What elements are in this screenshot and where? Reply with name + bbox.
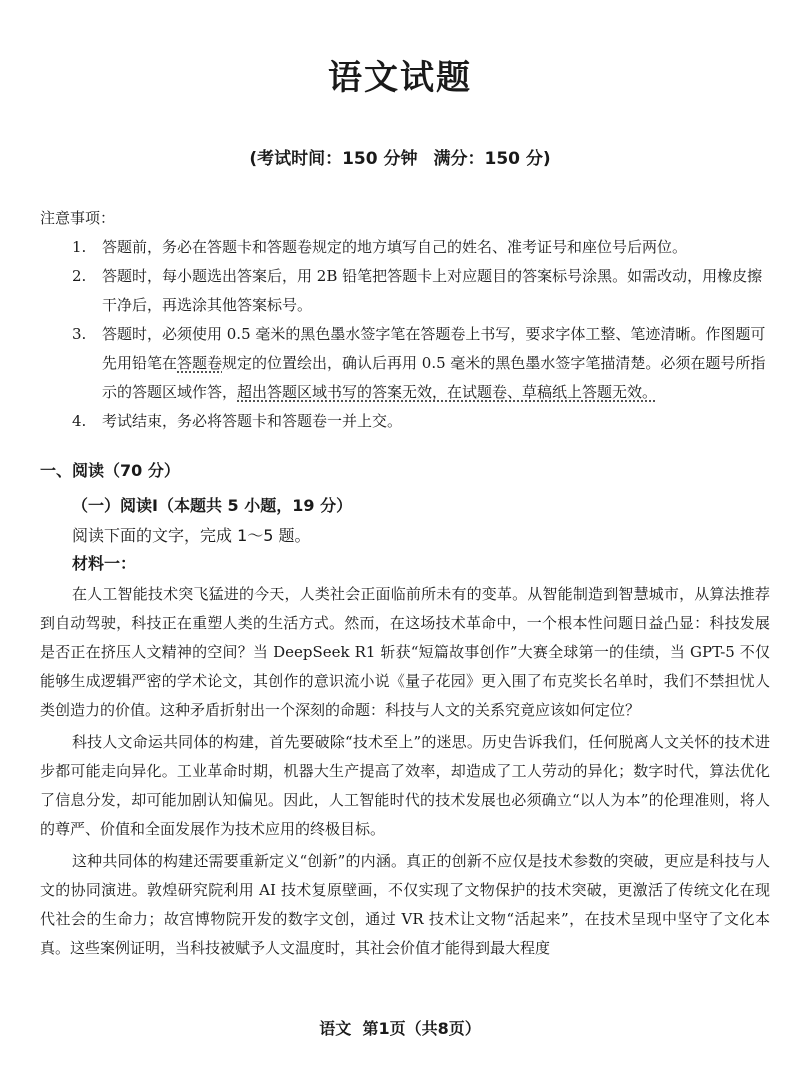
notice-text: 规定的位置绘出，确认后再用 0.5 毫米的黑色墨水签字笔描清楚。必须在题号所指示的答题区域作答，	[102, 354, 766, 401]
paragraph: 这种共同体的构建还需要重新定义“创新”的内涵。真正的创新不应仅是技术参数的突破，更应是科技与人文的协同演进。敦煌研究院利用 AI 技术复原壁画，不仅实现了文物保护的技术突破，更激活了传统文化在现代社会的生命力；故宫博物院开发的数字文创，通过 VR 技术让文物“活起来”，在技术呈现中坚守了文化本真。这些案例证明，当科技被赋予人文温度时，其社会价值才能得到最大程度	[40, 852, 770, 957]
paragraph: 科技人文命运共同体的构建，首先要破除“技术至上”的迷思。历史告诉我们，任何脱离人文关怀的技术进步都可能走向异化。工业革命时期，机器大生产提高了效率，却造成了工人劳动的异化；数字时代，算法优化了信息分发，却可能加剧认知偏见。因此，人工智能时代的技术发展也必须确立“以人为本”的伦理准则，将人的尊严、价值和全面发展作为技术应用的终极目标。	[40, 733, 770, 838]
section-heading: 一、阅读（70 分）	[40, 461, 180, 480]
reading-instruction: 阅读下面的文字，完成 1～5 题。	[72, 526, 311, 545]
material-body	[40, 580, 770, 966]
notice-list	[72, 233, 772, 436]
notice-emphasis: 超出答题区域书写的答案无效，在试题卷、草稿纸上答题无效。	[237, 383, 658, 401]
notice-number: 4.	[72, 412, 87, 430]
exam-time: (考试时间：150 分钟	[249, 149, 418, 169]
notice-text: 考试结束，务必将答题卡和答题卷一并上交。	[102, 412, 403, 430]
paragraph: 在人工智能技术突飞猛进的今天，人类社会正面临前所未有的变革。从智能制造到智慧城市，从算法推荐到自动驾驶，科技正在重塑人类的生活方式。然而，在这场技术革命中，一个根本性问题日益凸显：科技发展是否正在挤压人文精神的空间？当 DeepSeek R1 斩获“短篇故事创作”大赛全球第一的佳绩，当 GPT-5 不仅能够生成逻辑严密的学术论文，其创作的意识流小说《量子花园》更入围了布克奖长名单时，我们不禁担忧人类创造力的价值。这种矛盾折射出一个深刻的命题：科技与人文的关系究竟应该如何定位？	[40, 585, 770, 719]
notice-text: 答题时，每小题选出答案后，用 2B 铅笔把答题卡上对应题目的答案标号涂黑。如需改动，用橡皮擦干净后，再选涂其他答案标号。	[102, 267, 763, 314]
exam-info	[0, 144, 800, 169]
notice-text: 答题前，务必在答题卡和答题卷规定的地方填写自己的姓名、准考证号和座位号后两位。	[102, 238, 688, 256]
notice-number: 2.	[72, 267, 87, 285]
material-label: 材料一：	[72, 554, 137, 573]
page-footer	[0, 1016, 800, 1039]
notice-item-4	[72, 407, 772, 436]
notice-number: 1.	[72, 238, 87, 256]
notice-item-1	[72, 233, 772, 262]
notice-item-3	[72, 320, 772, 407]
sub-section-heading: （一）阅读Ⅰ（本题共 5 小题，19 分）	[72, 496, 353, 515]
notice-text: 答题时，必须使用 0.5 毫米的黑色墨水签字笔在答题卷上书写，要求字体工整、笔迹清晰。作图题可先用铅笔在	[102, 325, 766, 372]
paper-title: 语文试题	[328, 58, 472, 98]
notice-number: 3.	[72, 325, 87, 343]
notice-emphasis: 答题卷	[177, 354, 223, 372]
notice-item-2	[72, 262, 772, 320]
full-score: 满分：150 分)	[433, 149, 551, 169]
footer-subject: 语文	[319, 1019, 352, 1038]
notice-heading: 注意事项：	[40, 209, 116, 227]
footer-page-number: 第1页（共8页）	[362, 1019, 481, 1038]
